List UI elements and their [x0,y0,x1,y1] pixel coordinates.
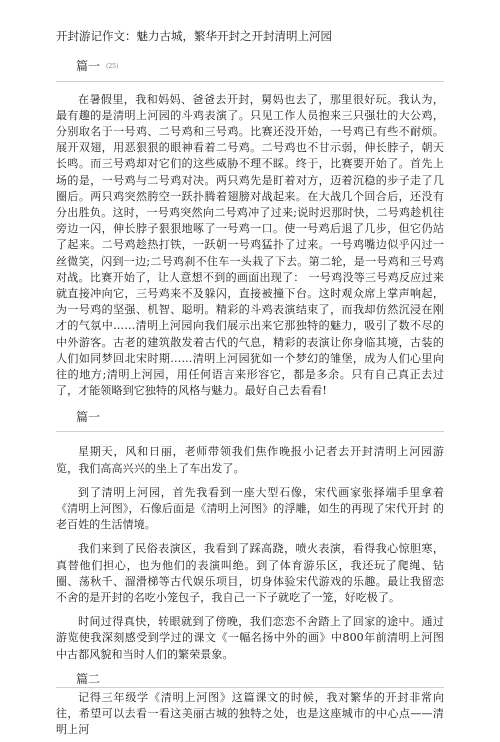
paragraph: 星期天，风和日丽，老师带领我们焦作晚报小记者去开封清明上河园游 览，我们高高兴兴的坐上了车出发了。 [56,445,444,475]
paragraph: 在暑假里，我和妈妈、爸爸去开封，舅妈也去了，那里很好玩。我认为， 最有趣的是清明上河园的斗鸡表演了。只见工作人员抱来三只强壮的大公鸡， 分别取名于一号鸡、二号鸡和三号鸡。比赛还没开始，一号鸡已有些不耐烦。 展开双翅，用恶狠狠的眼神看着二号鸡。二号鸡也不甘示弱，伸长脖子，朝天 长鸣。而三号鸡却对它们的这些威胁不理不睬。终于，比赛要开始了。首先上 场的是，一号鸡与二号鸡对决。两只鸡先是盯着对方，迈着沉稳的步子走了几 圈后。两只鸡突然胯空一跃扑腾着翅膀对战起来。在大战几个回合后，还没有 分出胜负。这时，一号鸡突然向二号鸡冲了过来;说时迟那时快，二号鸡趁机往 旁边一闪，伸长脖子狠狠地啄了一号鸡一口。使一号鸡后退了几步，但它仍站 了起来。二号鸡趁热打铁，一跃朝一号鸡猛扑了过来。一号鸡嘴边似乎闪过一 丝微笑，闪到一边;二号鸡刹不住车一头栽了下去。第二轮，是一号鸡和三号鸡 对战。比赛开始了，让人意想不到的画面出现了： 一号鸡没等三号鸡反应过来 就直接冲向它，三号鸡来不及躲闪，直接被撞下台。这时观众席上掌声响起， 为一号鸡的坚强、机智、聪明。精彩的斗鸡表演结束了，而我却仿然沉浸在刚 才的气氛中……清明上河园向我们展示出来它那独特的魅力，吸引了数不尽的 中外游客。古老的建筑散发着古代的气息，精彩的表演让你身临其境，古装的 人们如同梦回北宋时期……清明上河园犹如一个梦幻的雏堡，成为人们心里向 往的地方;清明上河园，用任何语言来形容它，都是多余。只有自己真正去过 了，才能领略到它独特的风格与魅力。最好自己去看看! [56,92,444,398]
section-heading-text: 篇一 [76,59,101,73]
section-3 [56,671,444,739]
section-divider [56,81,444,82]
document-title: 开封游记作文：魅力古城，繁华开封之开封清明上河园 [56,29,332,43]
section-heading [76,58,444,75]
section-heading [76,671,444,687]
section-divider [56,687,444,688]
section-heading-mark: (25) [106,62,119,70]
section-2 [56,409,444,662]
section-divider [56,431,444,432]
paragraph: 记得三年级学《清明上河图》这篇课文的时候，我对繁华的开封非常向 往，希望可以去看一看这美丽古城的独特之处，也是这座城市的中心点——清 明上河 [56,690,444,737]
paragraph: 时间过得真快，转眼就到了傍晚，我们恋恋不舍踏上了回家的途中。通过 游览使我深刻感受到学过的课文《一幅名扬中外的画》中800年前清明上河图 中古都风貌和当时人们的繁荣景象。 [56,615,444,661]
paragraph: 我们来到了民俗表演区，我看到了踩高跷，喷火表演，看得我心惊胆寒， 真替他们担心，也为他们的表演叫绝。到了体育游乐区，我还玩了爬绳、钻 圈、荡秋千、溜滑梯等古代娱乐项目，切身体验宋代游戏的乐趣。最让我留恋 不舍的是开封的名吃小笼包子，我自己一下子就吃了一笼，好吃极了。 [56,542,444,604]
section-heading-text: 篇一 [76,410,101,425]
section-heading-text: 篇二 [76,671,101,686]
section-1 [56,58,444,399]
paragraph: 到了清明上河园，首先我看到一座大型石像，宋代画家张择端手里拿着 《清明上河图》，石像后面是《清明上河图》的浮雕，如生的再现了宋代开封 的老百姓的生活情境。 [56,485,444,532]
section-heading [76,409,444,425]
